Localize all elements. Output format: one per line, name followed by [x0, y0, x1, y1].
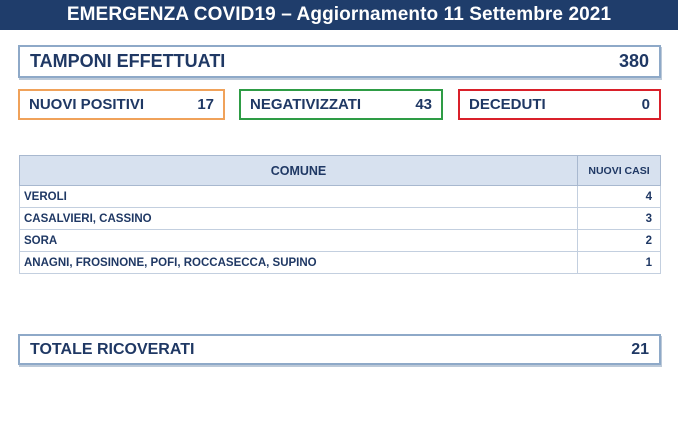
negativizzati-value: 43	[415, 96, 432, 113]
row-casi: 1	[578, 252, 661, 274]
row-comune: SORA	[20, 230, 578, 252]
table-row	[20, 230, 661, 252]
page-title-banner	[0, 0, 678, 30]
ricoverati-value: 21	[631, 340, 649, 358]
row-casi: 3	[578, 208, 661, 230]
nuovi-positivi-box	[18, 89, 225, 120]
row-casi: 2	[578, 230, 661, 252]
table-row	[20, 186, 661, 208]
tamponi-value: 380	[618, 51, 649, 71]
ricoverati-box	[18, 334, 661, 365]
nuovi-positivi-value: 17	[197, 96, 214, 113]
deceduti-value: 0	[641, 96, 650, 113]
comuni-table	[19, 155, 661, 274]
deceduti-box	[458, 89, 661, 120]
negativizzati-label: NEGATIVIZZATI	[250, 96, 362, 113]
row-casi: 4	[578, 186, 661, 208]
table-row	[20, 252, 661, 274]
ricoverati-label: TOTALE RICOVERATI	[30, 340, 195, 358]
table-row	[20, 208, 661, 230]
table-header-row	[20, 156, 661, 186]
deceduti-label: DECEDUTI	[469, 96, 546, 113]
page-title: EMERGENZA COVID19 – Aggiornamento 11 Settembre 2021	[66, 4, 612, 25]
tamponi-label: TAMPONI EFFETTUATI	[30, 51, 226, 71]
row-comune: VEROLI	[20, 186, 578, 208]
negativizzati-box	[239, 89, 443, 120]
col-header-nuovi-casi: NUOVI CASI	[578, 156, 661, 186]
tamponi-box	[18, 45, 661, 78]
row-comune: CASALVIERI, CASSINO	[20, 208, 578, 230]
nuovi-positivi-label	[29, 96, 144, 113]
nuovi-word: NUOVI	[29, 96, 77, 113]
row-comune: ANAGNI, FROSINONE, POFI, ROCCASECCA, SUPINO	[20, 252, 578, 274]
col-header-comune: COMUNE	[20, 156, 578, 186]
positivi-word: POSITIVI	[76, 96, 145, 113]
